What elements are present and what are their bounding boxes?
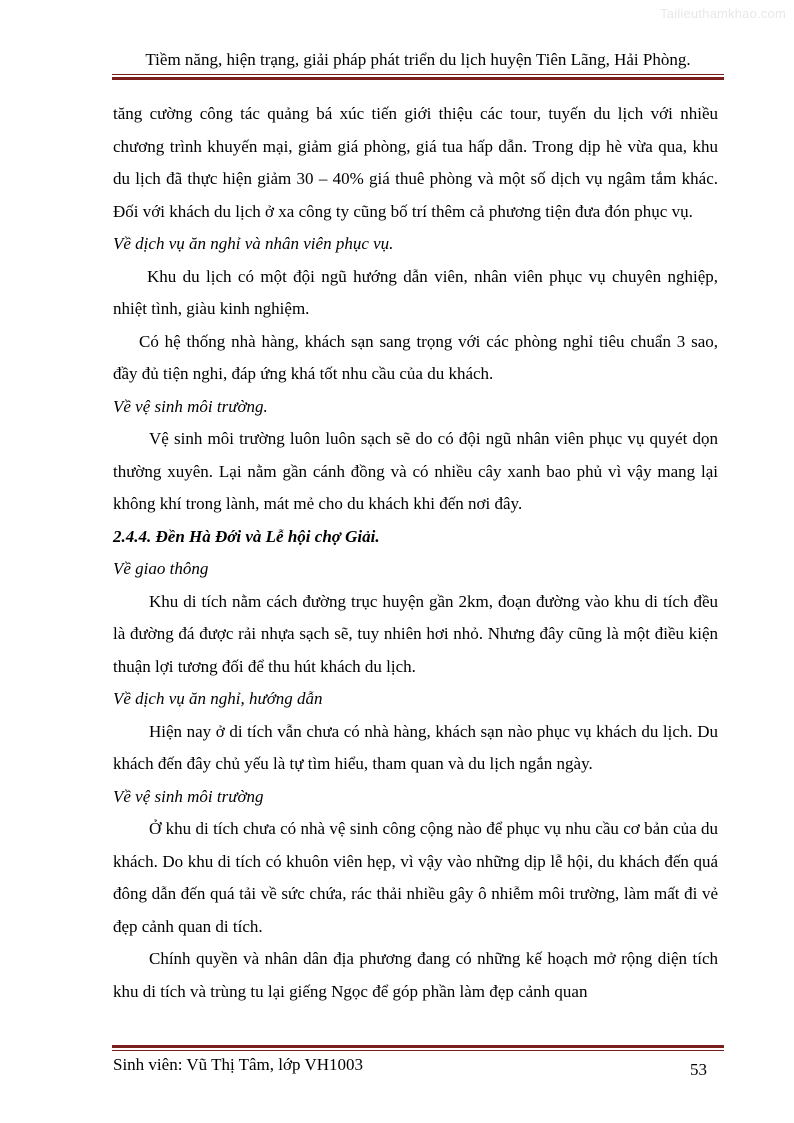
paragraph: Hiện nay ở di tích vẫn chưa có nhà hàng, khách sạn nào phục vụ khách du lịch. Du khách đến đây chủ yếu là tự tìm hiểu, tham quan và du lịch ngắn ngày. <box>113 721 718 773</box>
subheading: Về vệ sinh môi trường. <box>113 396 268 416</box>
subheading: Về dịch vụ ăn nghỉ, hướng dẫn <box>113 689 323 708</box>
page-number: 53 <box>690 1060 707 1079</box>
paragraph: Vệ sinh môi trường luôn luôn sạch sẽ do có đội ngũ nhân viên phục vụ quyét dọn thường xuyên. Lại nằm gần cánh đồng và có nhiều cây xanh bao phủ vì vậy mang lại không khí trong lành, mát mẻ cho du khách khi đến nơi đây. <box>113 429 718 513</box>
watermark-text: Tailieuthamkhao.com <box>660 6 786 21</box>
footer-author: Sinh viên: Vũ Thị Tâm, lớp VH1003 <box>113 1055 363 1074</box>
paragraph: Có hệ thống nhà hàng, khách sạn sang trọng với các phòng nghỉ tiêu chuẩn 3 sao, đầy đủ tiện nghi, đáp ứng khá tốt nhu cầu của du khách. <box>113 331 718 383</box>
footer-rule <box>112 1045 724 1051</box>
subheading: Về vệ sinh môi trường <box>113 786 264 806</box>
paragraph: Khu du lịch có một đội ngũ hướng dẫn viên, nhân viên phục vụ chuyên nghiệp, nhiệt tình, giàu kinh nghiệm. <box>113 266 718 318</box>
paragraph: Khu di tích nằm cách đường trục huyện gần 2km, đoạn đường vào khu di tích đều là đường đá được rải nhựa sạch sẽ, tuy nhiên hơi nhỏ. Nhưng đây cũng là một điều kiện thuận lợi tương đối để thu hút khách du lịch. <box>113 591 718 676</box>
paragraph: tăng cường công tác quảng bá xúc tiến giới thiệu các tour, tuyến du lịch với nhiều chương trình khuyến mại, giảm giá phòng, giá tua hấp dẫn. Trong dịp hè vừa qua, khu du lịch đã thực hiện giảm 30 – 40% giá thuê phòng và một số dịch vụ ngâm tắm khác. Đối với khách du lịch ở xa công ty cũng bố trí thêm cả phương tiện đưa đón phục vụ. <box>113 104 718 221</box>
section-heading: 2.4.4. Đền Hà Đới và Lễ hội chợ Giải. <box>113 526 380 546</box>
paragraph: Ở khu di tích chưa có nhà vệ sinh công cộng nào để phục vụ nhu cầu cơ bản của du khách. Do khu di tích có khuôn viên hẹp, vì vậy vào những dịp lễ hội, du khách đến quá đông dẫn đến quá tải về sức chứa, rác thải nhiều gây ô nhiễm môi trường, làm mất đi vẻ đẹp cảnh quan di tích. <box>113 819 718 936</box>
paragraph: Chính quyền và nhân dân địa phương đang có những kế hoạch mở rộng diện tích khu di tích và trùng tu lại giếng Ngọc để góp phần làm đẹp cảnh quan <box>113 949 718 1001</box>
subheading: Về giao thông <box>113 559 209 578</box>
subheading: Về dịch vụ ăn nghỉ và nhân viên phục vụ. <box>113 234 394 253</box>
running-header-title: Tiềm năng, hiện trạng, giải pháp phát triển du lịch huyện Tiên Lãng, Hải Phòng. <box>145 50 691 69</box>
page-content <box>113 98 718 1008</box>
header-rule <box>112 74 724 80</box>
